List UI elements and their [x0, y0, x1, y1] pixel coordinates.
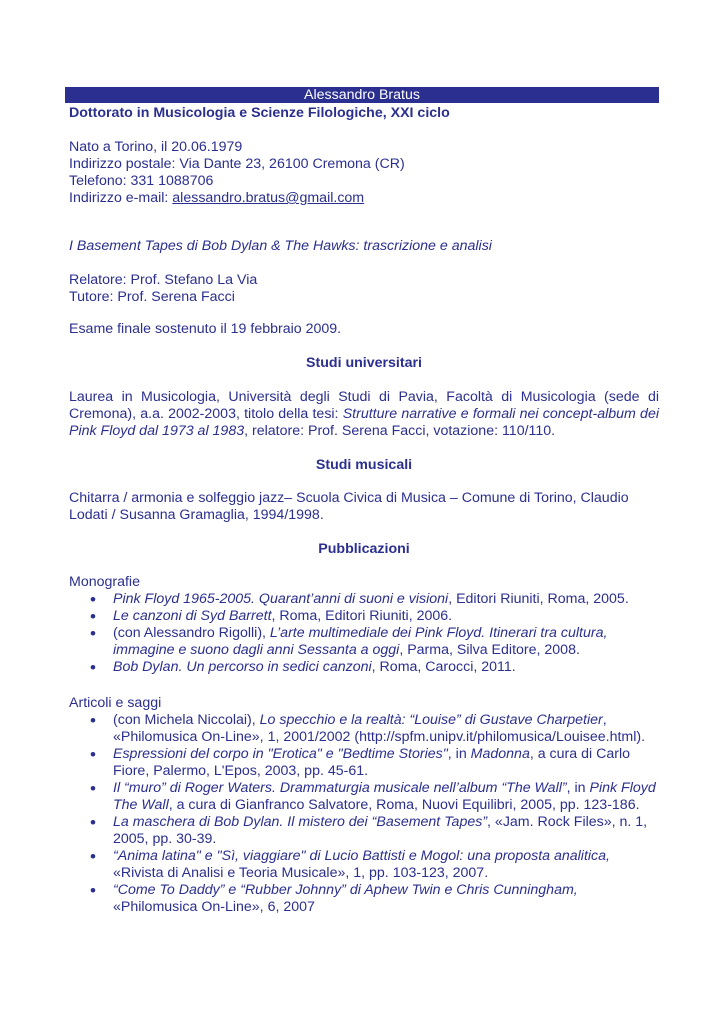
name-header-bar — [65, 87, 659, 103]
list-item: • Espressioni del corpo in "Erotica" e "Bedtime Stories", in Madonna, a cura di Carlo Fiore, Palermo, L'Epos, 2003, pp. 45-61. — [69, 746, 659, 780]
email-line — [69, 190, 659, 207]
list-item: • La maschera di Bob Dylan. Il mistero dei “Basement Tapes”, «Jam. Rock Files», n. 1, 2005, pp. 30-39. — [69, 814, 659, 848]
list-item: • Bob Dylan. Un percorso in sedici canzoni, Roma, Carocci, 2011. — [69, 659, 659, 676]
list-item: • Il “muro” di Roger Waters. Drammaturgia musicale nell’album “The Wall”, in Pink Floyd The Wall, a cura di Gianfranco Salvatore, Roma, Nuovi Equilibri, 2005, pp. 123-186. — [69, 780, 659, 814]
degree-paragraph — [69, 389, 659, 440]
birth-info: Nato a Torino, il 20.06.1979 — [69, 139, 243, 155]
personal-info — [69, 139, 659, 207]
postal-address: Indirizzo postale: Via Dante 23, 26100 Cremona (CR) — [69, 156, 405, 172]
email-link[interactable]: alessandro.bratus@gmail.com — [172, 190, 365, 206]
phone-number: Telefono: 331 1088706 — [69, 173, 214, 189]
supervisors — [69, 272, 659, 306]
program-title: Dottorato in Musicologia e Scienze Filologiche, XXI ciclo — [69, 105, 450, 121]
thesis-title: I Basement Tapes di Bob Dylan & The Hawks: trascrizione e analisi — [69, 238, 492, 254]
articoli-section — [69, 695, 659, 916]
music-studies-paragraph: Chitarra / armonia e solfeggio jazz– Scuola Civica di Musica – Comune di Torino, Claudio Lodati / Susanna Gramaglia, 1994/1998. — [69, 490, 629, 523]
list-item: • “Anima latina" e "Sì, viaggiare" di Lucio Battisti e Mogol: una proposta analitica, «Rivista di Analisi e Teoria Musicale», 1, pp. 103-123, 2007. — [69, 848, 659, 882]
list-item: • “Come To Daddy” e “Rubber Johnny” di Aphew Twin e Chris Cunningham, «Philomusica On-Line», 6, 2007 — [69, 882, 659, 916]
list-item: • Pink Floyd 1965-2005. Quarant’anni di suoni e visioni, Editori Riuniti, Roma, 2005. — [69, 591, 659, 608]
degree-thesis-title: Strutture narrative e formali nei concept-album dei Pink Floyd dal 1973 al 1983 — [69, 406, 659, 439]
degree-text-a: Laurea in Musicologia, Università degli Studi di Pavia, Facoltà di Musicologia (sede di Cremona), a.a. 2002-2003, titolo della tesi: — [69, 389, 659, 422]
relatore: Relatore: Prof. Stefano La Via — [69, 272, 258, 288]
articoli-label: Articoli e saggi — [69, 695, 162, 711]
tutore: Tutore: Prof. Serena Facci — [69, 289, 235, 305]
monografie-section — [69, 574, 659, 676]
exam-info: Esame finale sostenuto il 19 febbraio 2009. — [69, 321, 342, 337]
email-label: Indirizzo e-mail: — [69, 190, 173, 206]
articoli-list — [69, 712, 659, 916]
list-item: • Le canzoni di Syd Barrett, Roma, Editori Riuniti, 2006. — [69, 608, 659, 625]
list-item: • (con Alessandro Rigolli), L’arte multimediale dei Pink Floyd. Itinerari tra cultura, immagine e suono dagli anni Sessanta a oggi, Parma, Silva Editore, 2008. — [69, 625, 659, 659]
author-name: Alessandro Bratus — [304, 87, 420, 103]
monografie-label: Monografie — [69, 574, 140, 590]
heading-studi-musicali: Studi musicali — [315, 457, 413, 473]
heading-studi-universitari: Studi universitari — [306, 355, 422, 371]
monografie-list — [69, 591, 659, 676]
heading-pubblicazioni: Pubblicazioni — [318, 541, 410, 557]
list-item: • (con Michela Niccolai), Lo specchio e la realtà: “Louise” di Gustave Charpetier, «Philomusica On-Line», 1, 2001/2002 (http://spfm.unipv.it/philomusica/Louisee.html). — [69, 712, 659, 746]
degree-text-b: , relatore: Prof. Serena Facci, votazione: 110/110. — [244, 423, 556, 439]
